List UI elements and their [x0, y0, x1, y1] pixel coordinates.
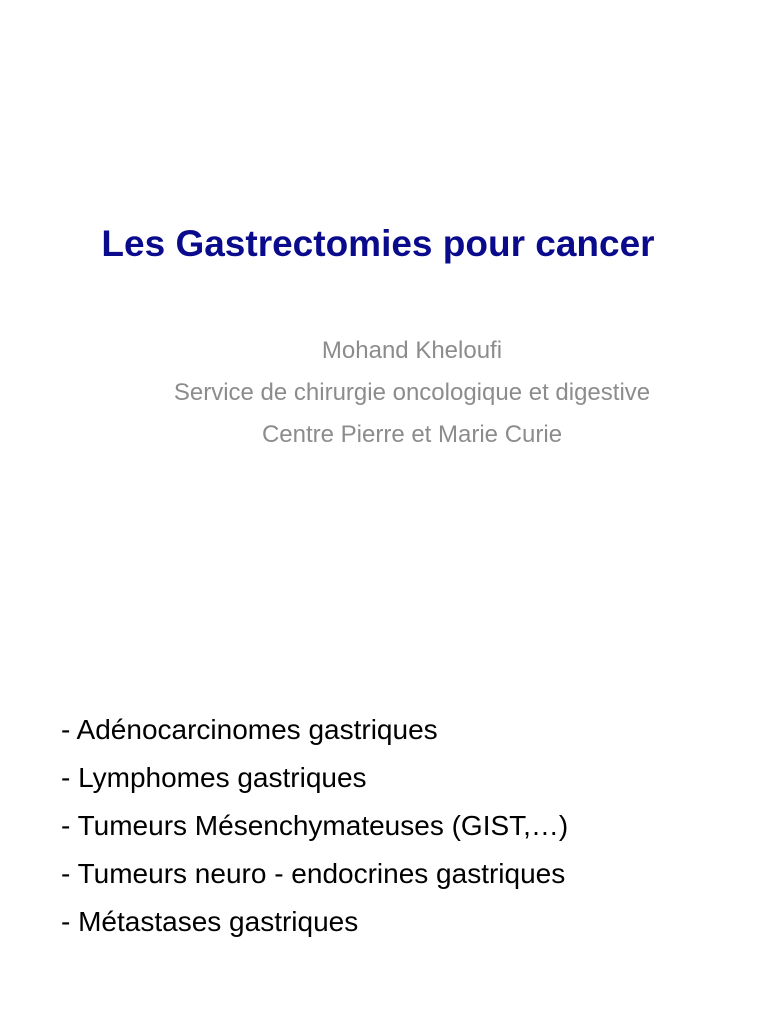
list-item: - Tumeurs neuro - endocrines gastriques — [61, 858, 566, 889]
list-item: - Tumeurs Mésenchymateuses (GIST,…) — [61, 810, 569, 841]
topic-list — [61, 706, 568, 946]
institution-name: Centre Pierre et Marie Curie — [261, 421, 563, 448]
list-item: - Lymphomes gastriques — [61, 762, 367, 793]
list-item: - Adénocarcinomes gastriques — [61, 714, 438, 745]
slide-title: Les Gastrectomies pour cancer — [101, 223, 655, 264]
author-name: Mohand Kheloufi — [321, 337, 503, 364]
slide-subtitle — [0, 330, 768, 456]
department-name: Service de chirurgie oncologique et digestive — [173, 379, 651, 406]
list-item: - Métastases gastriques — [61, 906, 359, 937]
